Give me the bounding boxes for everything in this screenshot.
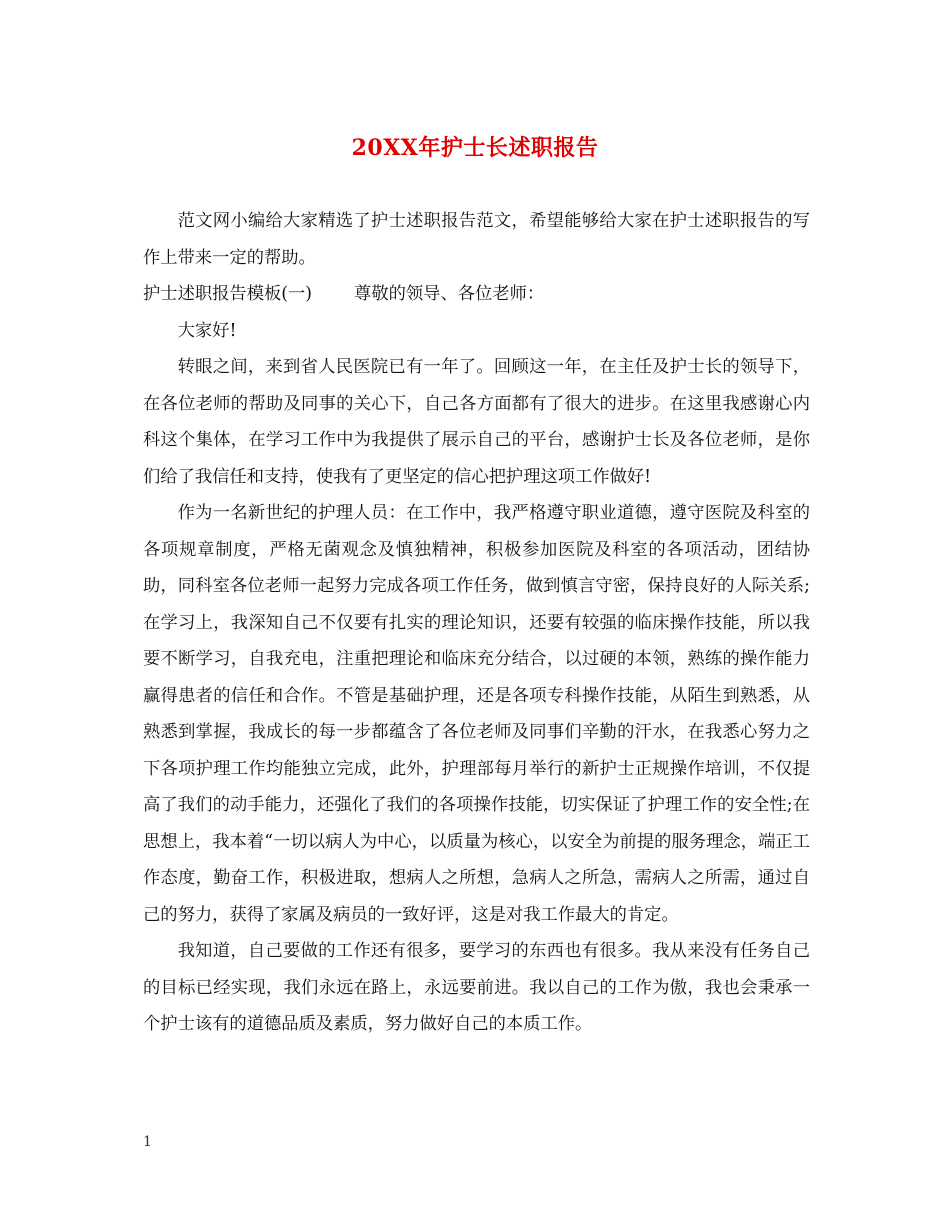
document-body: [143, 203, 810, 1043]
template-heading: 护士述职报告模板(一): [143, 284, 313, 304]
document-title: 20XX年护士长述职报告: [351, 135, 599, 161]
body-paragraph-2: 作为一名新世纪的护理人员：在工作中，我严格遵守职业道德，遵守医院及科室的各项规章制度，严格无菌观念及慎独精神，积极参加医院及科室的各项活动，团结协助，同科室各位老师一起努力完成各项工作任务，做到慎言守密，保持良好的人际关系;在学习上，我深知自己不仅要有扎实的理论知识，还要有较强的临床操作技能，所以我要不断学习，自我充电，注重把理论和临床充分结合，以过硬的本领，熟练的操作能力赢得患者的信任和合作。不管是基础护理，还是各项专科操作技能，从陌生到熟悉，从熟悉到掌握，我成长的每一步都蕴含了各位老师及同事们辛勤的汗水，在我悉心努力之下各项护理工作均能独立完成，此外，护理部每月举行的新护士正规操作培训，不仅提高了我们的动手能力，还强化了我们的各项操作技能，切实保证了护理工作的安全性;在思想上，我本着“一切以病人为中心，以质量为核心，以安全为前提的服务理念，端正工作态度，勤奋工作，积极进取，想病人之所想，急病人之所急，需病人之所需，通过自己的努力，获得了家属及病员的一致好评，这是对我工作最大的肯定。: [143, 503, 810, 925]
body-paragraph-3: 我知道，自己要做的工作还有很多，要学习的东西也有很多。我从来没有任务自己的目标已经实现，我们永远在路上，永远要前进。我以自己的工作为傲，我也会秉承一个护士该有的道德品质及素质，努力做好自己的本质工作。: [143, 941, 810, 1034]
intro-paragraph: 范文网小编给大家精选了护士述职报告范文，希望能够给大家在护士述职报告的写作上带来一定的帮助。: [143, 211, 810, 268]
salutation: 尊敬的领导、各位老师：: [354, 284, 545, 304]
template-heading-line: [143, 276, 810, 313]
greeting: 大家好!: [177, 320, 237, 341]
body-paragraph-1: 转眼之间，来到省人民医院已有一年了。回顾这一年，在主任及护士长的领导下，在各位老师的帮助及同事的关心下，自己各方面都有了很大的进步。在这里我感谢心内科这个集体，在学习工作中为我提供了展示自己的平台，感谢护士长及各位老师，是你们给了我信任和支持，使我有了更坚定的信心把护理这项工作做好!: [143, 357, 810, 487]
page-number: 1: [143, 1134, 152, 1150]
